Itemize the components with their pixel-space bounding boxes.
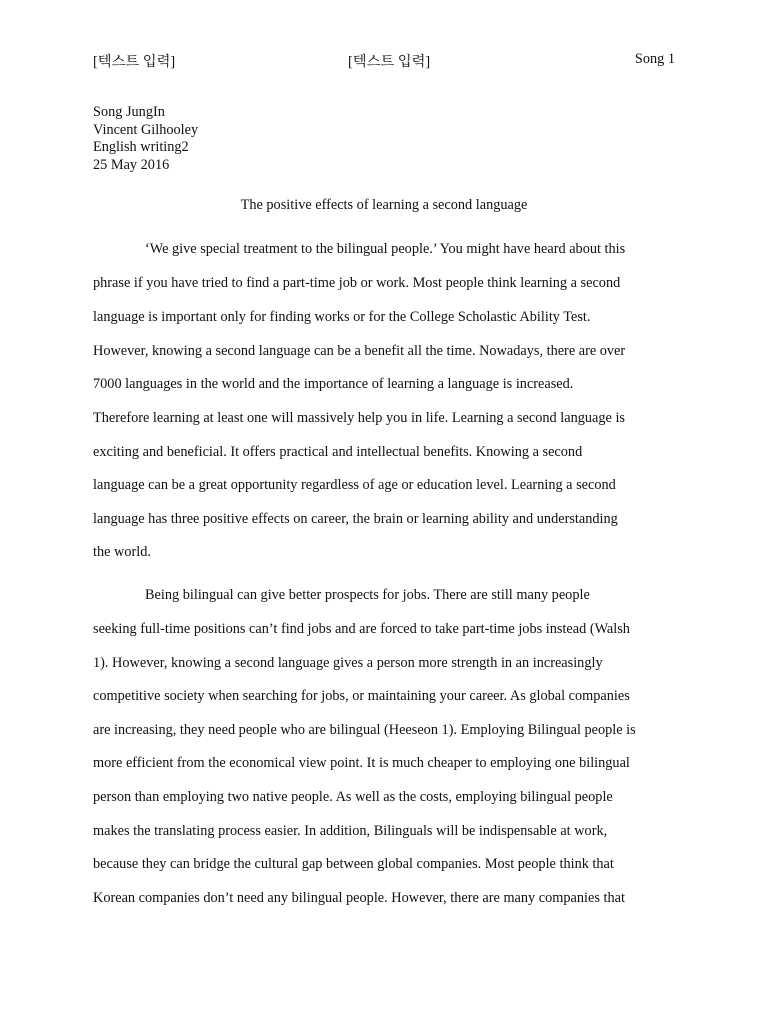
paragraph-line: makes the translating process easier. In addition, Bilinguals will be indispensable at work, xyxy=(93,823,608,839)
paragraph-line: person than employing two native people. As well as the costs, employing bilingual people xyxy=(93,789,613,805)
header-left-placeholder: [텍스트 입력] xyxy=(93,54,176,70)
paragraph-line: 7000 languages in the world and the importance of learning a language is increased. xyxy=(93,376,574,392)
paragraph-line: 1). However, knowing a second language gives a person more strength in an increasingly xyxy=(93,655,603,671)
paragraph-line: Korean companies don’t need any bilingual people. However, there are many companies that xyxy=(93,890,625,906)
course-name: English writing2 xyxy=(93,139,189,156)
paragraph-line: are increasing, they need people who are bilingual (Heeseon 1). Employing Bilingual people is xyxy=(93,722,636,738)
page-number-header: Song 1 xyxy=(634,51,675,67)
instructor-name: Vincent Gilhooley xyxy=(93,121,199,138)
paragraph-line: language can be a great opportunity regardless of age or education level. Learning a second xyxy=(93,477,616,493)
paragraph-line: more efficient from the economical view point. It is much cheaper to employing one bilingual xyxy=(93,755,630,771)
paragraph-line: the world. xyxy=(93,544,151,560)
paragraph-line: ‘We give special treatment to the bilingual people.’ You might have heard about this xyxy=(145,241,626,257)
author-name: Song JungIn xyxy=(93,104,165,120)
date: 25 May 2016 xyxy=(93,156,170,173)
paragraph-line: competitive society when searching for jobs, or maintaining your career. As global companies xyxy=(93,688,630,704)
paragraph-line: exciting and beneficial. It offers practical and intellectual benefits. Knowing a second xyxy=(93,444,583,460)
paragraph-line: phrase if you have tried to find a part-time job or work. Most people think learning a second xyxy=(93,275,621,291)
paragraph-line: because they can bridge the cultural gap between global companies. Most people think that xyxy=(93,856,614,872)
paragraph-line: seeking full-time positions can’t find jobs and are forced to take part-time jobs instead (Walsh xyxy=(93,621,630,637)
paragraph-line: However, knowing a second language can be a benefit all the time. Nowadays, there are over xyxy=(93,343,626,359)
paragraph-line: Therefore learning at least one will massively help you in life. Learning a second language is xyxy=(93,410,625,426)
header-center-placeholder: [텍스트 입력] xyxy=(348,54,431,70)
paragraph-line: Being bilingual can give better prospects for jobs. There are still many people xyxy=(145,587,590,603)
essay-title: The positive effects of learning a second language xyxy=(240,197,528,213)
mla-heading xyxy=(93,104,198,174)
paragraph-line: language is important only for finding works or for the College Scholastic Ability Test. xyxy=(93,309,591,325)
paragraph-line: language has three positive effects on career, the brain or learning ability and understanding xyxy=(93,511,618,527)
